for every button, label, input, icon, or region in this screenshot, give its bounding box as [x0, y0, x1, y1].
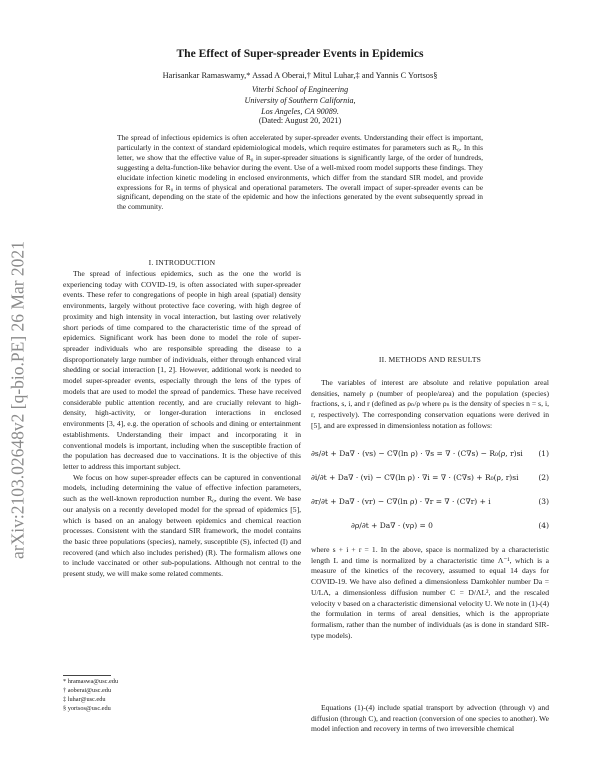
- footnote: ‡ luhar@usc.edu: [63, 696, 106, 703]
- paper-title: The Effect of Super-spreader Events in Epidemics: [176, 47, 424, 60]
- intro-paragraph: We focus on how super-spreader effects can be captured in conventional models, including determining the value of effective infection parameters, such as the well-known reproduction number R₀, during the event. We base our analysis on a recently developed model for the spread of epidemics [5], which is based on an analogy between epidemics and chemical reaction processes. Consistent with the standard SIR framework, the model contains the basic three populations (species), namely, susceptible (S), infected (I) and recovered (and which also includes perished) (R). The formalism allows one to include vaccinated or other sub-populations. Although not central to the present study, we will make some related comments.: [63, 472, 301, 579]
- equation-body: ∂r/∂t + Da∇ · (vr) − C∇(ln ρ) · ∇r = ∇ · (C∇r) + i: [311, 497, 491, 506]
- footnote: § yortsos@usc.edu: [63, 705, 111, 712]
- introduction-body: [63, 269, 301, 580]
- author-list: Harisankar Ramaswamy,* Assad A Oberai,† Mitul Luhar,‡ and Yannis C Yortsos§: [162, 71, 438, 80]
- equation-3: [311, 497, 549, 510]
- equation-2: [311, 473, 549, 486]
- footnote: * hramaswa@usc.edu: [63, 678, 119, 685]
- arxiv-stamp: arXiv:2103.02648v2 [q-bio.PE] 26 Mar 2021: [7, 241, 28, 559]
- section-heading-introduction: I. INTRODUCTION: [148, 258, 216, 267]
- equation-1: [311, 449, 549, 462]
- methods-paragraph-3: Equations (1)-(4) include spatial transport by advection (through v) and diffusion (through C), and reaction (conversion of one species to another). We model infection and recovery in terms of two irreversible chemical: [311, 703, 549, 734]
- section-heading-methods: II. METHODS AND RESULTS: [378, 355, 482, 364]
- footnote: † aoberai@usc.edu: [63, 687, 112, 694]
- equation-body: ∂i/∂t + Da∇ · (vi) − C∇(ln ρ) · ∇i = ∇ · (C∇s) + R₀(ρ, r)si: [311, 473, 519, 482]
- equation-body: ∂s/∂t + Da∇ · (vs) − C∇(ln ρ) · ∇s = ∇ · (C∇s) − R₀(ρ, r)si: [311, 449, 523, 458]
- methods-paragraph-2: where s + i + r = 1. In the above, space is normalized by a characteristic length L and time is normalized by a characteristic time Λ⁻¹, which is a measure of the kinetics of the recovery, assumed to equal 14 days for COVID-19. We have also defined a dimensionless Damkohler number Da = U/LΛ, a dimensionless diffusion number C = D/ΛL², and the rescaled velocity v based on a characteristic dimensional velocity U. We note in (1)-(4) the formulation in terms of areal densities, which is the appropriate formalism, rather than the number of individuals (as is done in standard SIR-type models).: [311, 545, 549, 640]
- methods-paragraph-1: The variables of interest are absolute and relative population areal densities, namely ρ (number of people/area) and the population (species) fractions, s, i, and r (defined as ρₙ/ρ where ρₙ is the density of species n = s, i, r, respectively). The corresponding conservation equations were derived in [5], and are expressed in dimensionless notation as follows:: [311, 378, 549, 430]
- date-line: (Dated: August 20, 2021): [258, 116, 342, 125]
- abstract: The spread of infectious epidemics is often accelerated by super-spreader events. Understanding their effect is important, particularly in the context of standard epidemiological models, which require estimates for parameters such as R₀. In this letter, we show that the effective value of R₀ in super-spreader situations is significantly large, of the order of hundreds, suggesting a delta-function-like behavior during the event. Use of a well-mixed room model supports these findings. They elucidate infection kinetic modeling in enclosed environments, which differ from the standard SIR model, and provide expressions for R₀ in terms of physical and operational parameters. The overall impact of super-spreader events can be significant, depending on the state of the epidemic and how the infections generated by the event subsequently spread in the community.: [117, 133, 483, 212]
- affiliation-city: Los Angeles, CA 90089.: [261, 107, 339, 116]
- affiliation-school: Viterbi School of Engineering: [251, 85, 349, 94]
- footnote-rule: [63, 675, 111, 676]
- footnotes: [63, 677, 301, 713]
- equation-number: (1): [538, 449, 549, 458]
- equation-number: (4): [538, 521, 549, 530]
- equation-number: (2): [538, 473, 549, 482]
- equation-4: [311, 521, 549, 534]
- equation-body: ∂ρ/∂t + Da∇ · (vρ) = 0: [351, 521, 433, 530]
- affiliation: [60, 84, 540, 117]
- equation-number: (3): [538, 497, 549, 506]
- intro-paragraph: The spread of infectious epidemics, such as the one the world is experiencing today with COVID-19, is often associated with super-spreader events. These refer to congregations of people in high areal (spatial) density environments, largely without protective face covering, with high degree of proximity and high intensity in vocal interaction, but lasting over relatively short periods of time compared to the characteristic time of the spread of epidemics. Significant work has been done to model the role of super-spreader individuals who are responsible spreading the disease to a disproportionately large number of individuals, either through enhanced viral shedding or social interaction [1, 2]. However, additional work is needed to model super-spreader events, especially through the lens of the types of models that are used to model the spread of pandemics. These have received considerable public attention recently, and are crucially relevant to high-density, high-activity, or longer-duration interactions in enclosed environments [3, 4], e.g. the operation of schools and dining or entertainment establishments. Understanding their impact and incorporating it in conventional models is important, including when the susceptible fraction of the population has decreased due to vaccinations. It is the objective of this letter to address this important subject.: [63, 269, 301, 471]
- affiliation-university: University of Southern California,: [244, 96, 356, 105]
